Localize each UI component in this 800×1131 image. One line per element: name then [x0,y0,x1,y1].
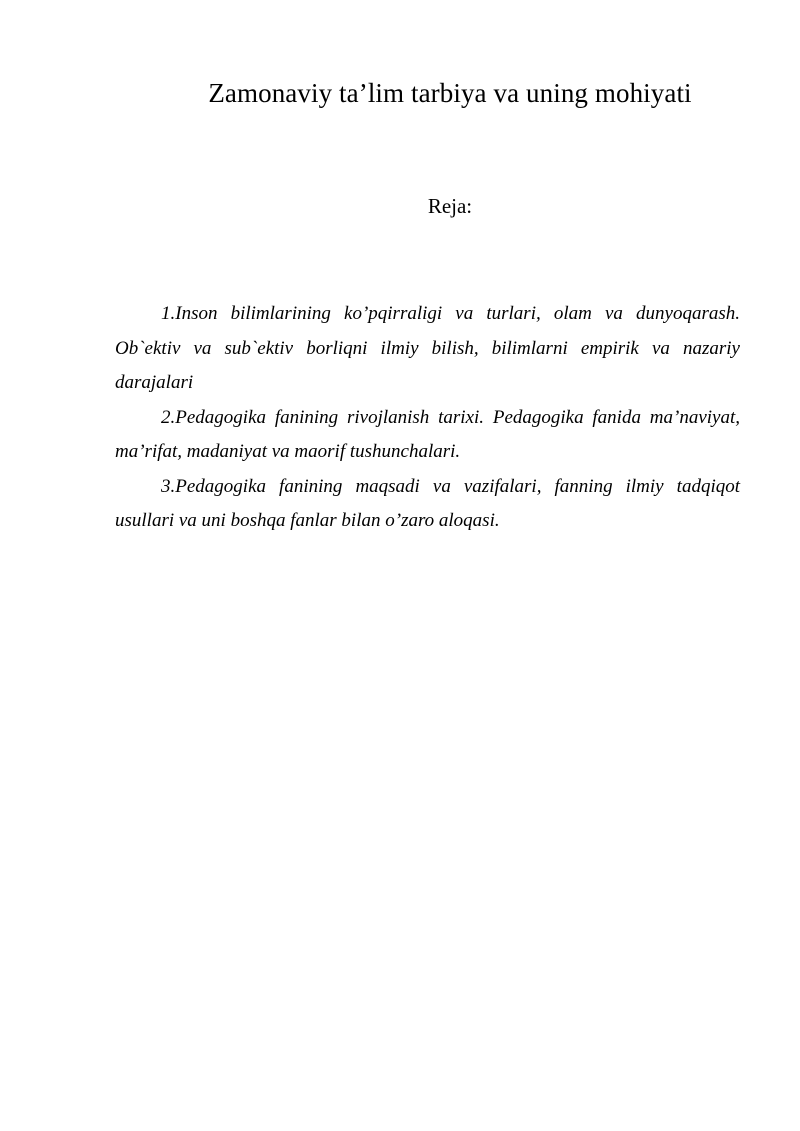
plan-item-1: 1.Inson bilimlarining ko’pqirraligi va turlari, olam va dunyoqarash. Ob`ektiv va sub`ektiv borliqni ilmiy bilish, bilimlarni empirik va nazariy darajalari [115,303,740,393]
document-title: Zamonaviy ta’lim tarbiya va uning mohiyati [208,78,692,108]
plan-item-2: 2.Pedagogika fanining rivojlanish tarixi. Pedagogika fanida ma’naviyat, ma’rifat, madaniyat va maorif tushunchalari. [115,406,740,462]
plan-list [115,297,740,539]
plan-heading: Reja: [427,194,473,218]
plan-item-3: 3.Pedagogika fanining maqsadi va vazifalari, fanning ilmiy tadqiqot usullari va uni boshqa fanlar bilan o’zaro aloqasi. [115,475,740,531]
